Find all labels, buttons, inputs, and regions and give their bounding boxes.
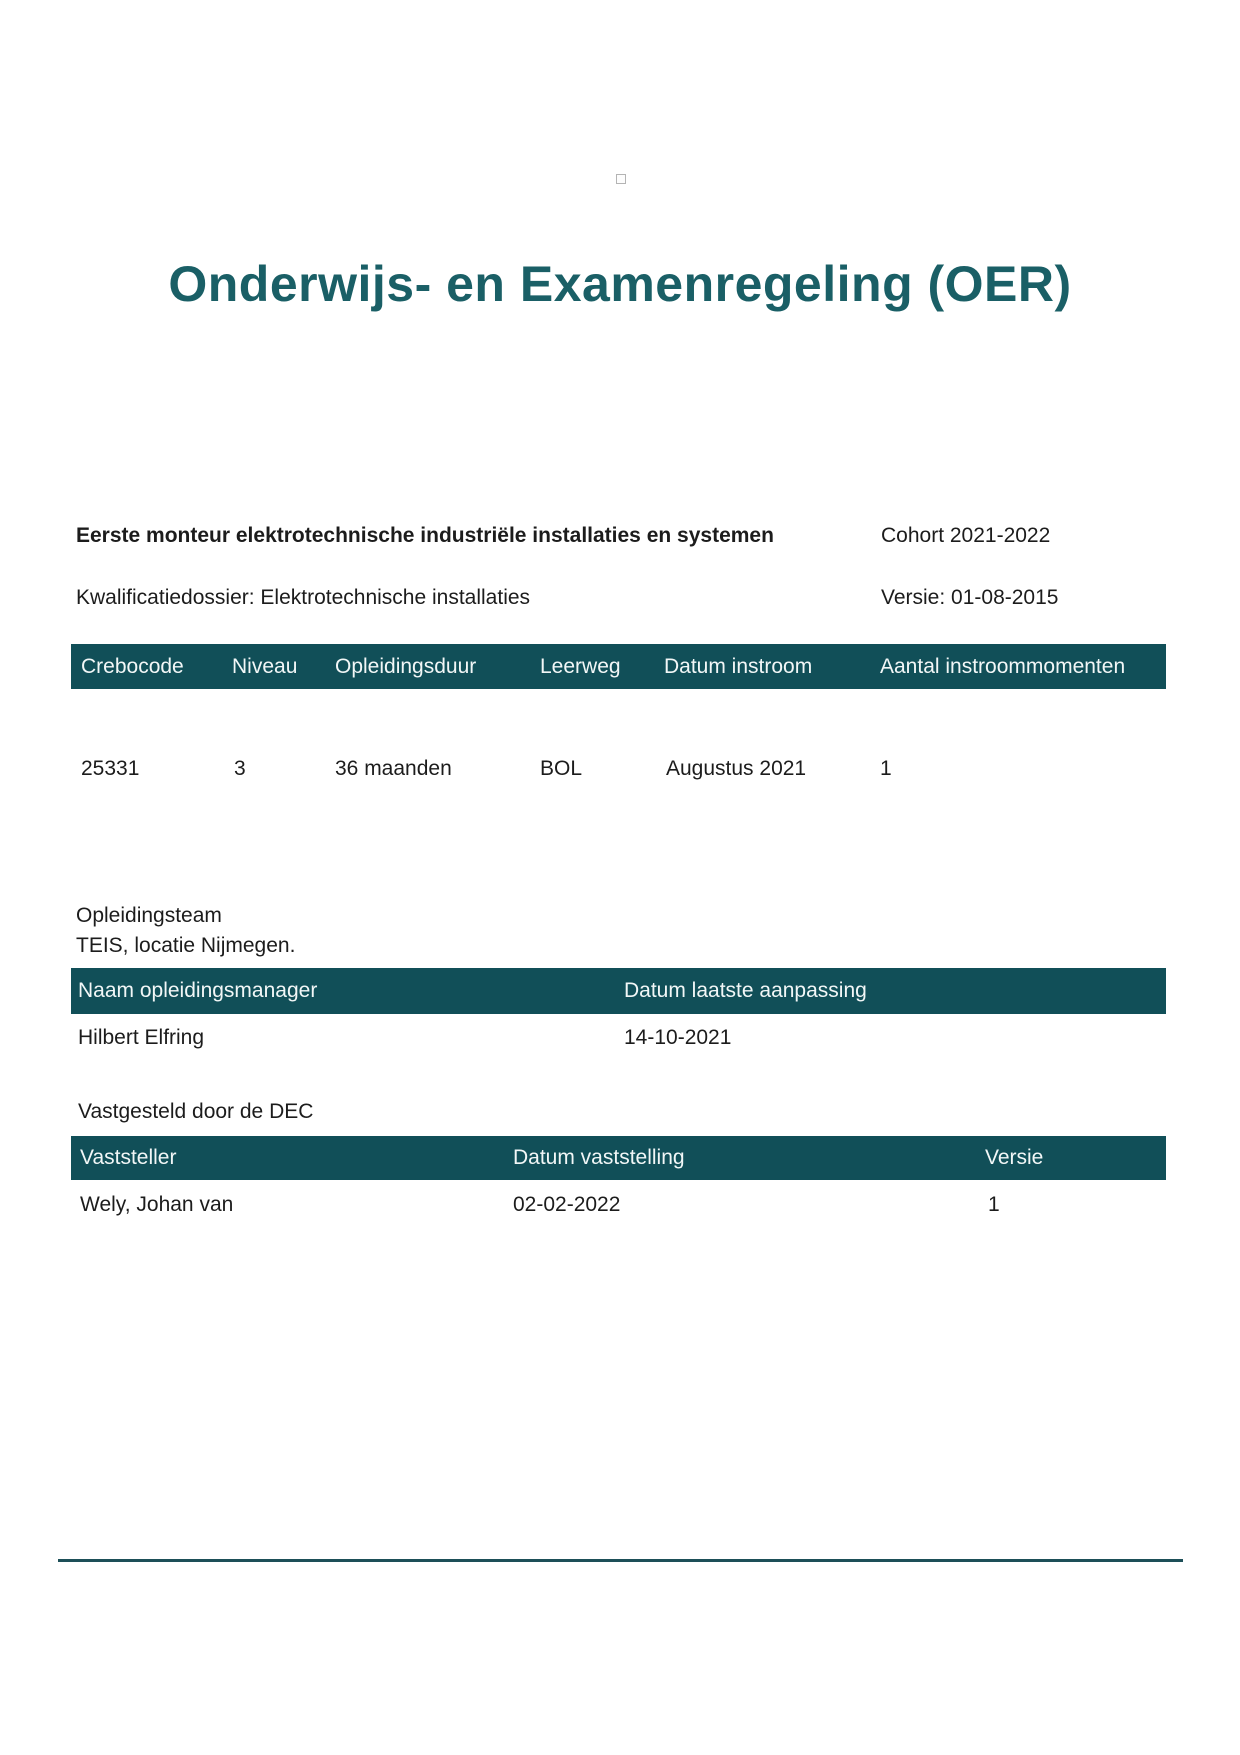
- dossier-label: Kwalificatiedossier: Elektrotechnische installaties: [76, 586, 531, 609]
- team-block: [76, 901, 295, 961]
- header-cell-opleidingsduur: Opleidingsduur: [335, 654, 477, 678]
- cell-leerweg: BOL: [540, 757, 583, 780]
- bottom-divider: [58, 1559, 1183, 1562]
- header-cell-datum-vaststelling: Datum vaststelling: [513, 1146, 685, 1169]
- versie-label: Versie: 01-08-2015: [881, 586, 1059, 609]
- cell-naam-opleidingsmanager: Hilbert Elfring: [78, 1026, 205, 1049]
- crebo-table-header: [71, 644, 1166, 689]
- header-cell-datum-laatste-aanpassing: Datum laatste aanpassing: [624, 979, 867, 1002]
- header-cell-niveau: Niveau: [232, 654, 298, 678]
- decision-label: Vastgesteld door de DEC: [78, 1100, 314, 1123]
- cell-datum-laatste-aanpassing: 14-10-2021: [624, 1026, 732, 1049]
- header-cell-leerweg: Leerweg: [540, 654, 621, 678]
- crebo-table-row: [71, 757, 1166, 785]
- header-cell-aantal-instroommomenten: Aantal instroommomenten: [880, 654, 1126, 678]
- team-label: Opleidingsteam: [76, 904, 222, 927]
- cohort-label: Cohort 2021-2022: [881, 524, 1051, 547]
- header-cell-vaststeller: Vaststeller: [80, 1146, 177, 1169]
- cell-aantal-instroommomenten: 1: [880, 757, 892, 780]
- cell-niveau: 3: [234, 757, 246, 780]
- manager-table-row: [71, 1026, 1166, 1054]
- cell-crebocode: 25331: [81, 757, 140, 780]
- header-cell-naam-opleidingsmanager: Naam opleidingsmanager: [78, 979, 318, 1002]
- page-title: Onderwijs- en Examenregeling (OER): [168, 256, 1072, 312]
- cell-versie: 1: [988, 1193, 1000, 1216]
- vaststelling-table-row: [71, 1193, 1166, 1221]
- program-name: Eerste monteur elektrotechnische industriële installaties en systemen: [76, 524, 774, 547]
- cell-datum-instroom: Augustus 2021: [666, 757, 807, 780]
- cell-datum-vaststelling: 02-02-2022: [513, 1193, 621, 1216]
- dossier-line: [0, 586, 1240, 616]
- cell-vaststeller: Wely, Johan van: [80, 1193, 234, 1216]
- vaststelling-table-header: [71, 1136, 1166, 1180]
- team-location: TEIS, locatie Nijmegen.: [76, 934, 296, 957]
- header-cell-versie: Versie: [985, 1146, 1044, 1169]
- cell-opleidingsduur: 36 maanden: [335, 757, 452, 780]
- manager-table-header: [71, 968, 1166, 1014]
- broken-image-icon: [616, 174, 626, 184]
- header-cell-crebocode: Crebocode: [81, 654, 184, 678]
- header-cell-datum-instroom: Datum instroom: [664, 654, 813, 678]
- program-line: [0, 524, 1240, 554]
